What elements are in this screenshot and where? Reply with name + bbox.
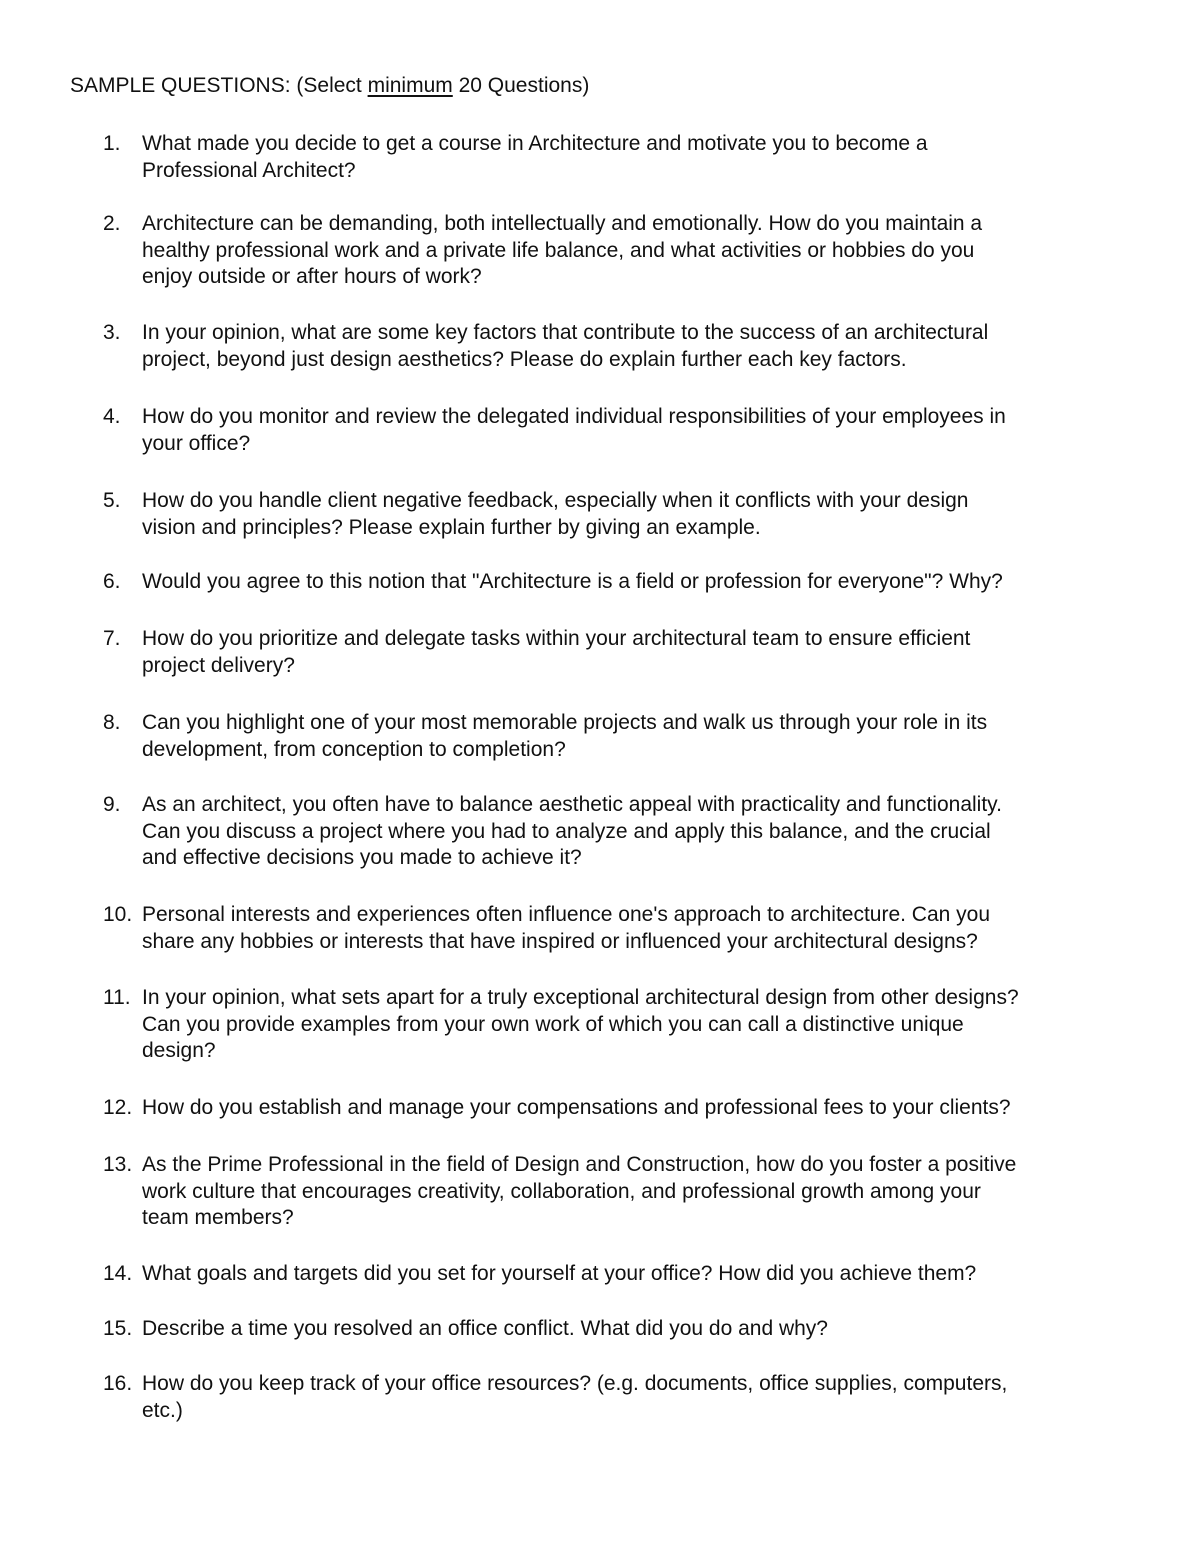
question-text-line: work culture that encourages creativity, collaboration, and professional growth among your: [142, 1179, 981, 1203]
question-text: [142, 211, 1142, 291]
question-text-line: How do you handle client negative feedback, especially when it conflicts with your design: [142, 489, 969, 512]
question-text: [142, 1261, 1142, 1288]
question-number: 4.: [103, 405, 121, 428]
question-text: [142, 488, 1142, 541]
question-number: 8.: [103, 711, 121, 734]
question-number: 10.: [103, 903, 133, 926]
question-number: 12.: [103, 1096, 133, 1119]
question-text-line: etc.): [142, 1398, 183, 1422]
question-text-line: project, beyond just design aesthetics? Please do explain further each key factors.: [142, 347, 907, 371]
question-text-line: In your opinion, what are some key factors that contribute to the success of an architectural: [142, 321, 989, 344]
question-text-line: Can you highlight one of your most memorable projects and walk us through your role in its: [142, 711, 988, 734]
question-number: 15.: [103, 1317, 133, 1340]
question-text-line: As the Prime Professional in the field of Design and Construction, how do you foster a positive: [142, 1153, 1017, 1176]
question-text: [142, 1371, 1142, 1424]
question-number: 2.: [103, 212, 121, 235]
question-number: 14.: [103, 1262, 133, 1285]
question-text-line: As an architect, you often have to balance aesthetic appeal with practicality and functionality.: [142, 793, 1002, 816]
question-text-line: How do you keep track of your office resources? (e.g. documents, office supplies, computers,: [142, 1372, 1008, 1395]
question-text: [142, 792, 1142, 872]
question-text-line: healthy professional work and a private life balance, and what activities or hobbies do you: [142, 238, 975, 262]
question-text: [142, 1095, 1142, 1122]
question-text-line: vision and principles? Please explain further by giving an example.: [142, 515, 761, 539]
question-text: [142, 1316, 1142, 1343]
question-text: [142, 626, 1142, 679]
question-number: 1.: [103, 132, 121, 155]
question-text-line: What goals and targets did you set for yourself at your office? How did you achieve them?: [142, 1262, 977, 1285]
question-text: [142, 569, 1142, 596]
question-number: 6.: [103, 570, 121, 593]
question-text-line: How do you establish and manage your compensations and professional fees to your clients?: [142, 1096, 1011, 1119]
question-text-line: enjoy outside or after hours of work?: [142, 265, 482, 288]
question-text-line: In your opinion, what sets apart for a truly exceptional architectural design from other designs?: [142, 986, 1019, 1009]
question-text: [142, 1152, 1142, 1232]
heading-suffix: 20 Questions): [452, 74, 590, 97]
question-text-line: What made you decide to get a course in Architecture and motivate you to become a: [142, 132, 928, 155]
question-number: 11.: [103, 986, 131, 1009]
question-text-line: Professional Architect?: [142, 158, 356, 182]
question-text-line: Would you agree to this notion that "Architecture is a field or profession for everyone"? Why?: [142, 570, 1003, 593]
question-text-line: Describe a time you resolved an office conflict. What did you do and why?: [142, 1317, 828, 1340]
question-text-line: Architecture can be demanding, both intellectually and emotionally. How do you maintain a: [142, 212, 983, 235]
question-number: 7.: [103, 627, 121, 650]
heading-underlined-word: minimum: [367, 74, 453, 97]
question-text-line: project delivery?: [142, 653, 295, 677]
question-text-line: How do you prioritize and delegate tasks within your architectural team to ensure efficient: [142, 627, 971, 650]
question-text-line: Can you discuss a project where you had to analyze and apply this balance, and the crucial: [142, 819, 991, 843]
question-text-line: Can you provide examples from your own work of which you can call a distinctive unique: [142, 1012, 964, 1036]
question-text-line: and effective decisions you made to achieve it?: [142, 846, 582, 869]
question-number: 13.: [103, 1153, 133, 1176]
question-number: 16.: [103, 1372, 133, 1395]
page-heading: [70, 73, 589, 99]
heading-prefix: SAMPLE QUESTIONS: (Select: [70, 74, 368, 97]
question-text-line: your office?: [142, 431, 251, 455]
question-text-line: development, from conception to completion?: [142, 737, 566, 761]
question-text-line: Personal interests and experiences often influence one's approach to architecture. Can you: [142, 903, 991, 926]
question-text: [142, 985, 1142, 1065]
question-text: [142, 710, 1142, 763]
question-text-line: How do you monitor and review the delegated individual responsibilities of your employees in: [142, 405, 1006, 428]
question-number: 5.: [103, 489, 121, 512]
question-text: [142, 320, 1142, 373]
question-number: 3.: [103, 321, 121, 344]
question-text: [142, 131, 1142, 184]
question-text-line: share any hobbies or interests that have inspired or influenced your architectural designs?: [142, 929, 978, 953]
question-number: 9.: [103, 793, 121, 816]
question-text: [142, 404, 1142, 457]
question-text: [142, 902, 1142, 955]
question-text-line: design?: [142, 1039, 216, 1062]
question-text-line: team members?: [142, 1206, 294, 1229]
